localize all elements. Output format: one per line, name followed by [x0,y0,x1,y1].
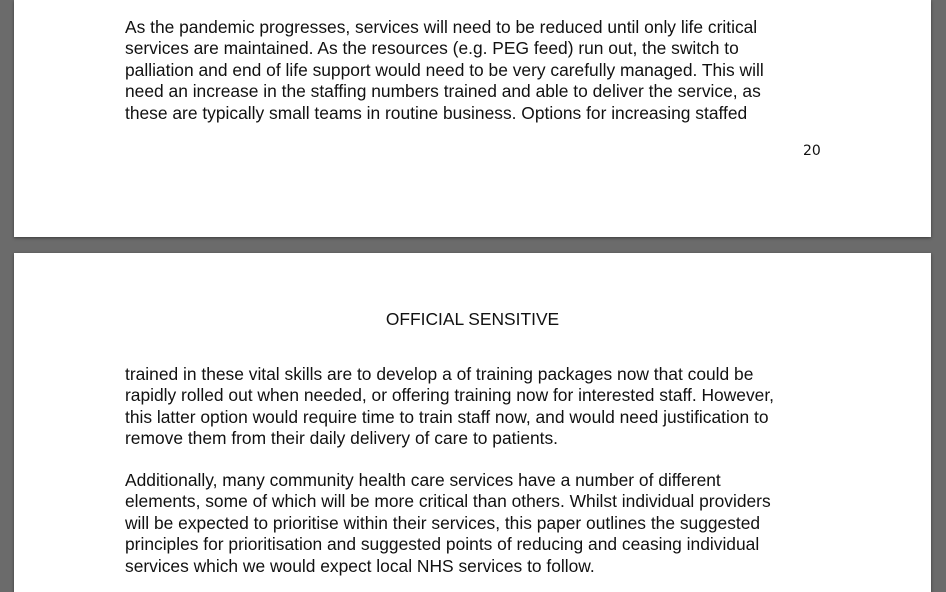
body-paragraph [125,470,845,577]
paragraph-line: rapidly rolled out when needed, or offering training now for interested staff. However, [125,385,774,406]
paragraph-line: Additionally, many community health care services have a number of different [125,470,721,490]
body-paragraph [125,17,845,124]
paragraph-line: palliation and end of life support would need to be very carefully managed. This will [125,59,764,80]
paragraph-line: principles for prioritisation and suggested points of reducing and ceasing individual [125,534,760,555]
paragraph-line: these are typically small teams in routine business. Options for increasing staffed [125,102,748,123]
paragraph-line: elements, some of which will be more critical than others. Whilst individual providers [125,491,771,512]
paragraph-line: will be expected to prioritise within their services, this paper outlines the suggested [125,512,761,533]
paragraph-line: services are maintained. As the resources (e.g. PEG feed) run out, the switch to [125,38,739,59]
page-number: 20 [803,143,821,159]
paragraph-line: need an increase in the staffing numbers trained and able to deliver the service, as [125,81,761,102]
paragraph-line: this latter option would require time to train staff now, and would need justification to [125,406,769,427]
document-page-21 [14,253,931,592]
paragraph-line: services which we would expect local NHS services to follow. [125,555,595,576]
paragraph-line: trained in these vital skills are to develop a of training packages now that could be [125,364,754,384]
paragraph-line: As the pandemic progresses, services will need to be reduced until only life critical [125,17,758,37]
document-page-20 [14,0,931,237]
classification-header: OFFICIAL SENSITIVE [385,309,560,329]
body-paragraph [125,364,845,450]
paragraph-line: remove them from their daily delivery of care to patients. [125,428,559,449]
